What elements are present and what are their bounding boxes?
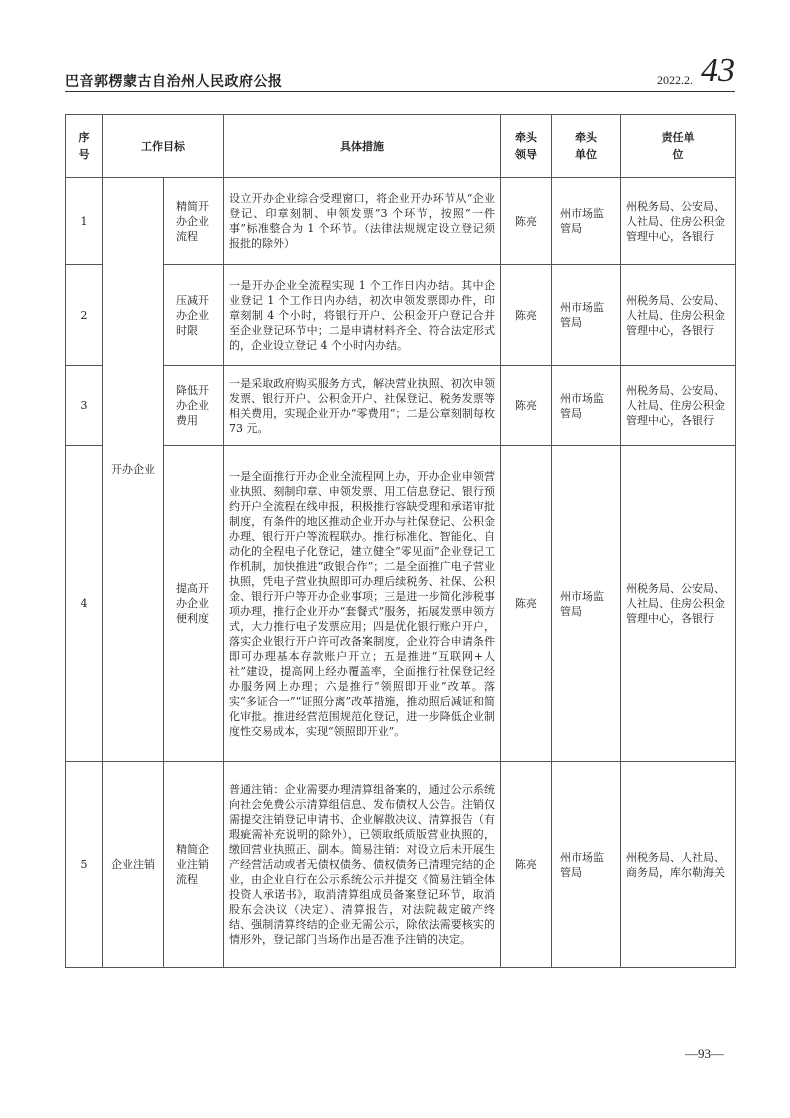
- lead-leader: 陈亮: [501, 265, 552, 366]
- lead-unit: 州市场监管局: [552, 178, 621, 265]
- responsible-units: 州税务局、公安局、人社局、住房公积金管理中心，各银行: [621, 265, 736, 366]
- col-goal-header: 工作目标: [103, 115, 224, 178]
- responsible-units: 州税务局、公安局、人社局、住房公积金管理中心，各银行: [621, 178, 736, 265]
- group-open-business: 开办企业: [103, 178, 164, 762]
- sub-goal: 降低开办企业费用: [164, 366, 224, 446]
- col-lead-header: 牵头领导: [501, 115, 552, 178]
- lead-leader: 陈亮: [501, 178, 552, 265]
- lead-unit: 州市场监管局: [552, 446, 621, 762]
- sub-goal: 精简企业注销流程: [164, 762, 224, 968]
- col-resp-header: 责任单位: [621, 115, 736, 178]
- col-seq-header: 序号: [66, 115, 103, 178]
- row-number: 1: [66, 178, 103, 265]
- responsible-units: 州税务局、人社局、商务局，库尔勒海关: [621, 762, 736, 968]
- row-number: 5: [66, 762, 103, 968]
- table-row: [66, 265, 736, 366]
- measures-text: 设立开办企业综合受理窗口，将企业开办环节从“企业登记、印章刻制、申领发票”3 个环节，按照“一件事”标准整合为 1 个环节。（法律法规规定设立登记须报批的除外）: [224, 178, 501, 265]
- row-number: 3: [66, 366, 103, 446]
- table-header-row: [66, 115, 736, 178]
- journal-title: 巴音郭楞蒙古自治州人民政府公报: [65, 74, 283, 90]
- col-lead-unit-header: 牵头单位: [552, 115, 621, 178]
- measures-text: 一是采取政府购买服务方式，解决营业执照、初次申领发票、银行开户、公积金开户、社保登记、税务发票等相关费用，实现企业开办“零费用”；二是公章刻制每枚 73 元。: [224, 366, 501, 446]
- row-number: 2: [66, 265, 103, 366]
- page-number: —93—: [685, 1046, 724, 1061]
- table-row: [66, 762, 736, 968]
- lead-unit: 州市场监管局: [552, 366, 621, 446]
- table-row: [66, 178, 736, 265]
- table-row: [66, 446, 736, 762]
- measures-text: 普通注销：企业需要办理清算组备案的，通过公示系统向社会免费公示清算组信息、发布债权人公告。注销仅需提交注销登记申请书、企业解散决议、清算报告（有瑕疵需补充说明的除外），已领取纸质版营业执照的，缴回营业执照正、副本。简易注销：对设立后未开展生产经营活动或者无债权债务、债权债务已清理完结的企业，由企业自行在公示系统公示并提交《简易注销全体投资人承诺书》，取消清算组成员备案登记环节，取消股东会决议（决定）、清算报告，对法院裁定破产终结、强制清算终结的企业无需公示，除依法需要核实的情形外，登记部门当场作出是否准予注销的决定。: [224, 762, 501, 968]
- sub-goal: 压减开办企业时限: [164, 265, 224, 366]
- header-rule: [65, 91, 735, 92]
- lead-unit: 州市场监管局: [552, 265, 621, 366]
- measures-table: [65, 114, 736, 968]
- lead-leader: 陈亮: [501, 762, 552, 968]
- sub-goal: 精简开办企业流程: [164, 178, 224, 265]
- lead-unit: 州市场监管局: [552, 762, 621, 968]
- table-row: [66, 366, 736, 446]
- lead-leader: 陈亮: [501, 446, 552, 762]
- measures-text: 一是开办企业全流程实现 1 个工作日内办结。其中企业登记 1 个工作日内办结，初次申领发票即办件，印章刻制 4 个小时，将银行开户、公积金开户登记合并至企业登记环节中；二是申请材料齐全、符合法定形式的，企业设立登记 4 个小时内办结。: [224, 265, 501, 366]
- responsible-units: 州税务局、公安局、人社局、住房公积金管理中心，各银行: [621, 446, 736, 762]
- sub-goal: 提高开办企业便利度: [164, 446, 224, 762]
- page-header: [65, 52, 735, 91]
- group-cancel-business: 企业注销: [103, 762, 164, 968]
- row-number: 4: [66, 446, 103, 762]
- col-measures-header: 具体措施: [224, 115, 501, 178]
- responsible-units: 州税务局、公安局、人社局、住房公积金管理中心，各银行: [621, 366, 736, 446]
- issue-date: 2022.2.: [657, 73, 693, 87]
- measures-text: 一是全面推行开办企业全流程网上办，开办企业申领营业执照、刻制印章、申领发票、用工信息登记、银行预约开户全流程在线申报，积极推行容缺受理和承诺审批制度，有条件的地区推动企业开办与社保登记、公积金办理、银行开户等流程联办。推行标准化、智能化、自动化的全程电子化登记，建立健全“零见面”企业登记工作机制，加快推进“政银合作”；二是全面推广电子营业执照，凭电子营业执照即可办理后续税务、社保、公积金、银行开户等开办企业事项；三是进一步简化涉税事项办理，推行企业开办“套餐式”服务，拓展发票申领方式，大力推行电子发票应用；四是优化银行账户开户，落实企业银行开户许可改备案制度，企业符合申请条件即可办理基本存款账户开立；五是推进“互联网+人社”建设，提高网上经办覆盖率，全面推行社保登记经办服务网上办理；六是推行“领照即开业”改革。落实“多证合一”“证照分离”改革措施，推动照后减证和简化审批。推进经营范围规范化登记，进一步降低企业制度性交易成本，实现“领照即开业”。: [224, 446, 501, 762]
- issue-number: 43: [701, 52, 735, 89]
- lead-leader: 陈亮: [501, 366, 552, 446]
